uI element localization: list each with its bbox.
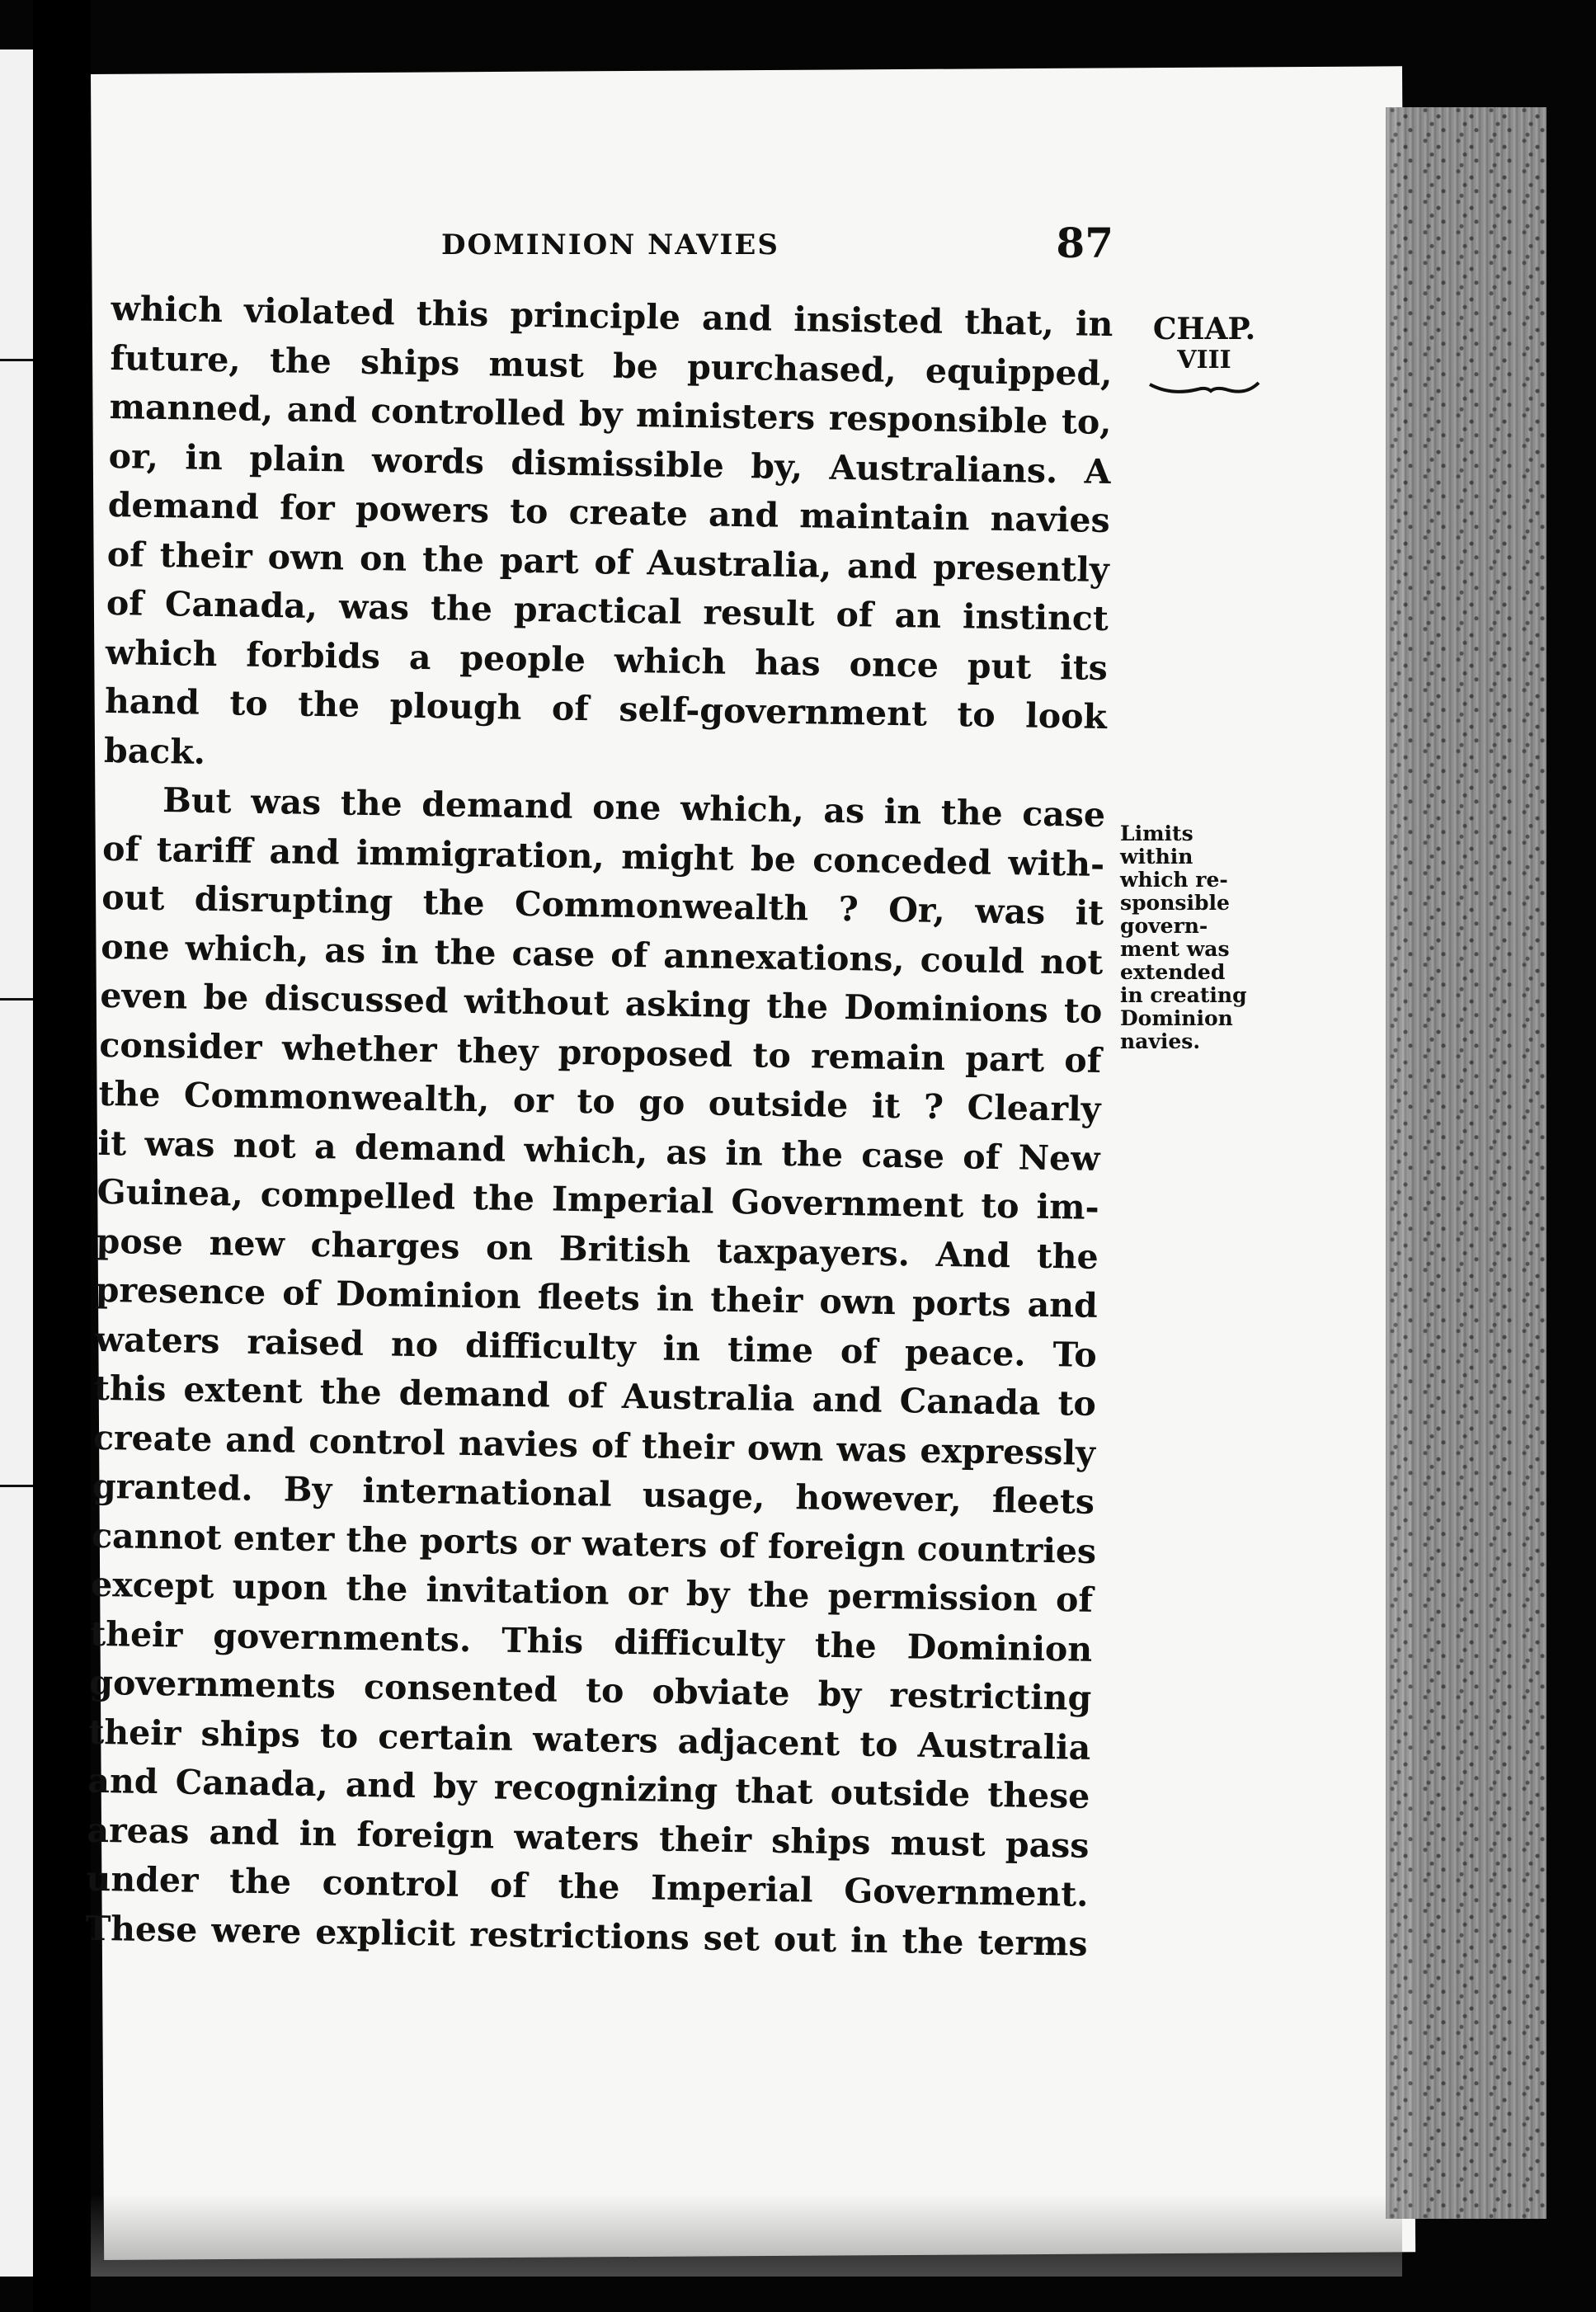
sidenote-line: in creating (1120, 983, 1247, 1007)
text-line: pose new charges on British taxpayers. And the (96, 1221, 1099, 1277)
text-line: presence of Dominion fleets in their own ports and (95, 1269, 1099, 1326)
adjacent-page-rule (0, 1485, 33, 1487)
page-number: 87 (1056, 219, 1113, 267)
text-line: and Canada, and by recognizing that outside these (87, 1760, 1090, 1816)
text-line: even be discussed without asking the Dominions to (100, 975, 1103, 1031)
body-text (85, 285, 1113, 1969)
paragraph (85, 775, 1105, 1969)
text-line: of their own on the part of Australia, and presently (106, 534, 1110, 590)
text-line: one which, as in the case of annexations, could not (101, 926, 1104, 982)
text-line: manned, and controlled by ministers responsible to, (109, 386, 1112, 443)
text-line: cannot enter the ports or waters of foreign countries (91, 1515, 1097, 1571)
page-bottom-shadow (91, 2194, 1402, 2277)
text-line: back. (103, 730, 206, 772)
chapter-marker (1142, 312, 1266, 398)
text-line: future, the ships must be purchased, equipped, (110, 337, 1113, 393)
sidenote-line: sponsible (1120, 891, 1230, 915)
page-stack-edge (1386, 107, 1547, 2219)
sidenote-line: Dominion (1120, 1006, 1233, 1030)
sidenote-line: Limits (1120, 822, 1193, 845)
text-line: or, in plain words dismissible by, Australians. A (108, 436, 1111, 492)
chapter-label: CHAP. (1152, 312, 1256, 346)
paragraph (104, 285, 1113, 791)
text-line: areas and in foreign waters their ships must pass (87, 1810, 1090, 1866)
text-line: under the control of the Imperial Government. (86, 1858, 1089, 1914)
adjacent-page-rule (0, 998, 33, 1001)
text-line: waters raised no difficulty in time of peace. To (94, 1319, 1098, 1375)
chapter-number: VIII (1177, 346, 1231, 374)
sidenote-line: ment was (1120, 937, 1230, 961)
text-line: which violated this principle and insisted that, in (111, 288, 1113, 345)
flourish-ornament (1146, 379, 1262, 398)
adjacent-page-strip (0, 49, 33, 2277)
book-gutter (33, 0, 91, 2312)
text-line: their ships to certain waters adjacent to Australia (88, 1712, 1091, 1768)
text-line: granted. By international usage, however, fleets (92, 1466, 1095, 1522)
text-line: out disrupting the Commonwealth ? Or, was it (101, 877, 1104, 933)
text-line: Guinea, compelled the Imperial Government to im- (97, 1171, 1099, 1227)
text-line: it was not a demand which, as in the case of New (97, 1123, 1100, 1179)
sidenote-line: extended (1120, 960, 1226, 984)
adjacent-page-rule (0, 359, 33, 361)
sidenote-line: within (1120, 845, 1193, 869)
text-line: their governments. This difficulty the Dominion (89, 1613, 1093, 1669)
text-line: governments consented to obviate by restricting (88, 1662, 1092, 1718)
text-line: But was the demand one which, as in the case (162, 780, 1106, 836)
sidenote-line: govern- (1120, 914, 1208, 938)
text-line: demand for powers to create and maintain navies (107, 484, 1111, 541)
margin-sidenote (1120, 822, 1260, 1053)
text-line: create and control navies of their own was expressly (92, 1417, 1096, 1473)
text-line: which forbids a people which has once put its (105, 632, 1109, 688)
text-line: of tariff and immigration, might be conceded with- (101, 828, 1105, 884)
sidenote-line: navies. (1120, 1029, 1201, 1053)
running-title: DOMINION NAVIES (441, 228, 779, 261)
text-line: hand to the plough of self-government to look (104, 680, 1108, 737)
edge-speckle (1386, 107, 1547, 2219)
text-line: These were explicit restrictions set out in the terms (85, 1908, 1088, 1964)
sidenote-line: which re- (1120, 868, 1228, 892)
text-line: consider whether they proposed to remain part of (99, 1024, 1102, 1081)
text-line: of Canada, was the practical result of an instinct (106, 582, 1109, 639)
text-line: the Commonwealth, or to go outside it ? Clearly (98, 1073, 1101, 1129)
text-line: this extent the demand of Australia and Canada to (93, 1368, 1097, 1424)
text-line: except upon the invitation or by the permission of (90, 1564, 1094, 1620)
